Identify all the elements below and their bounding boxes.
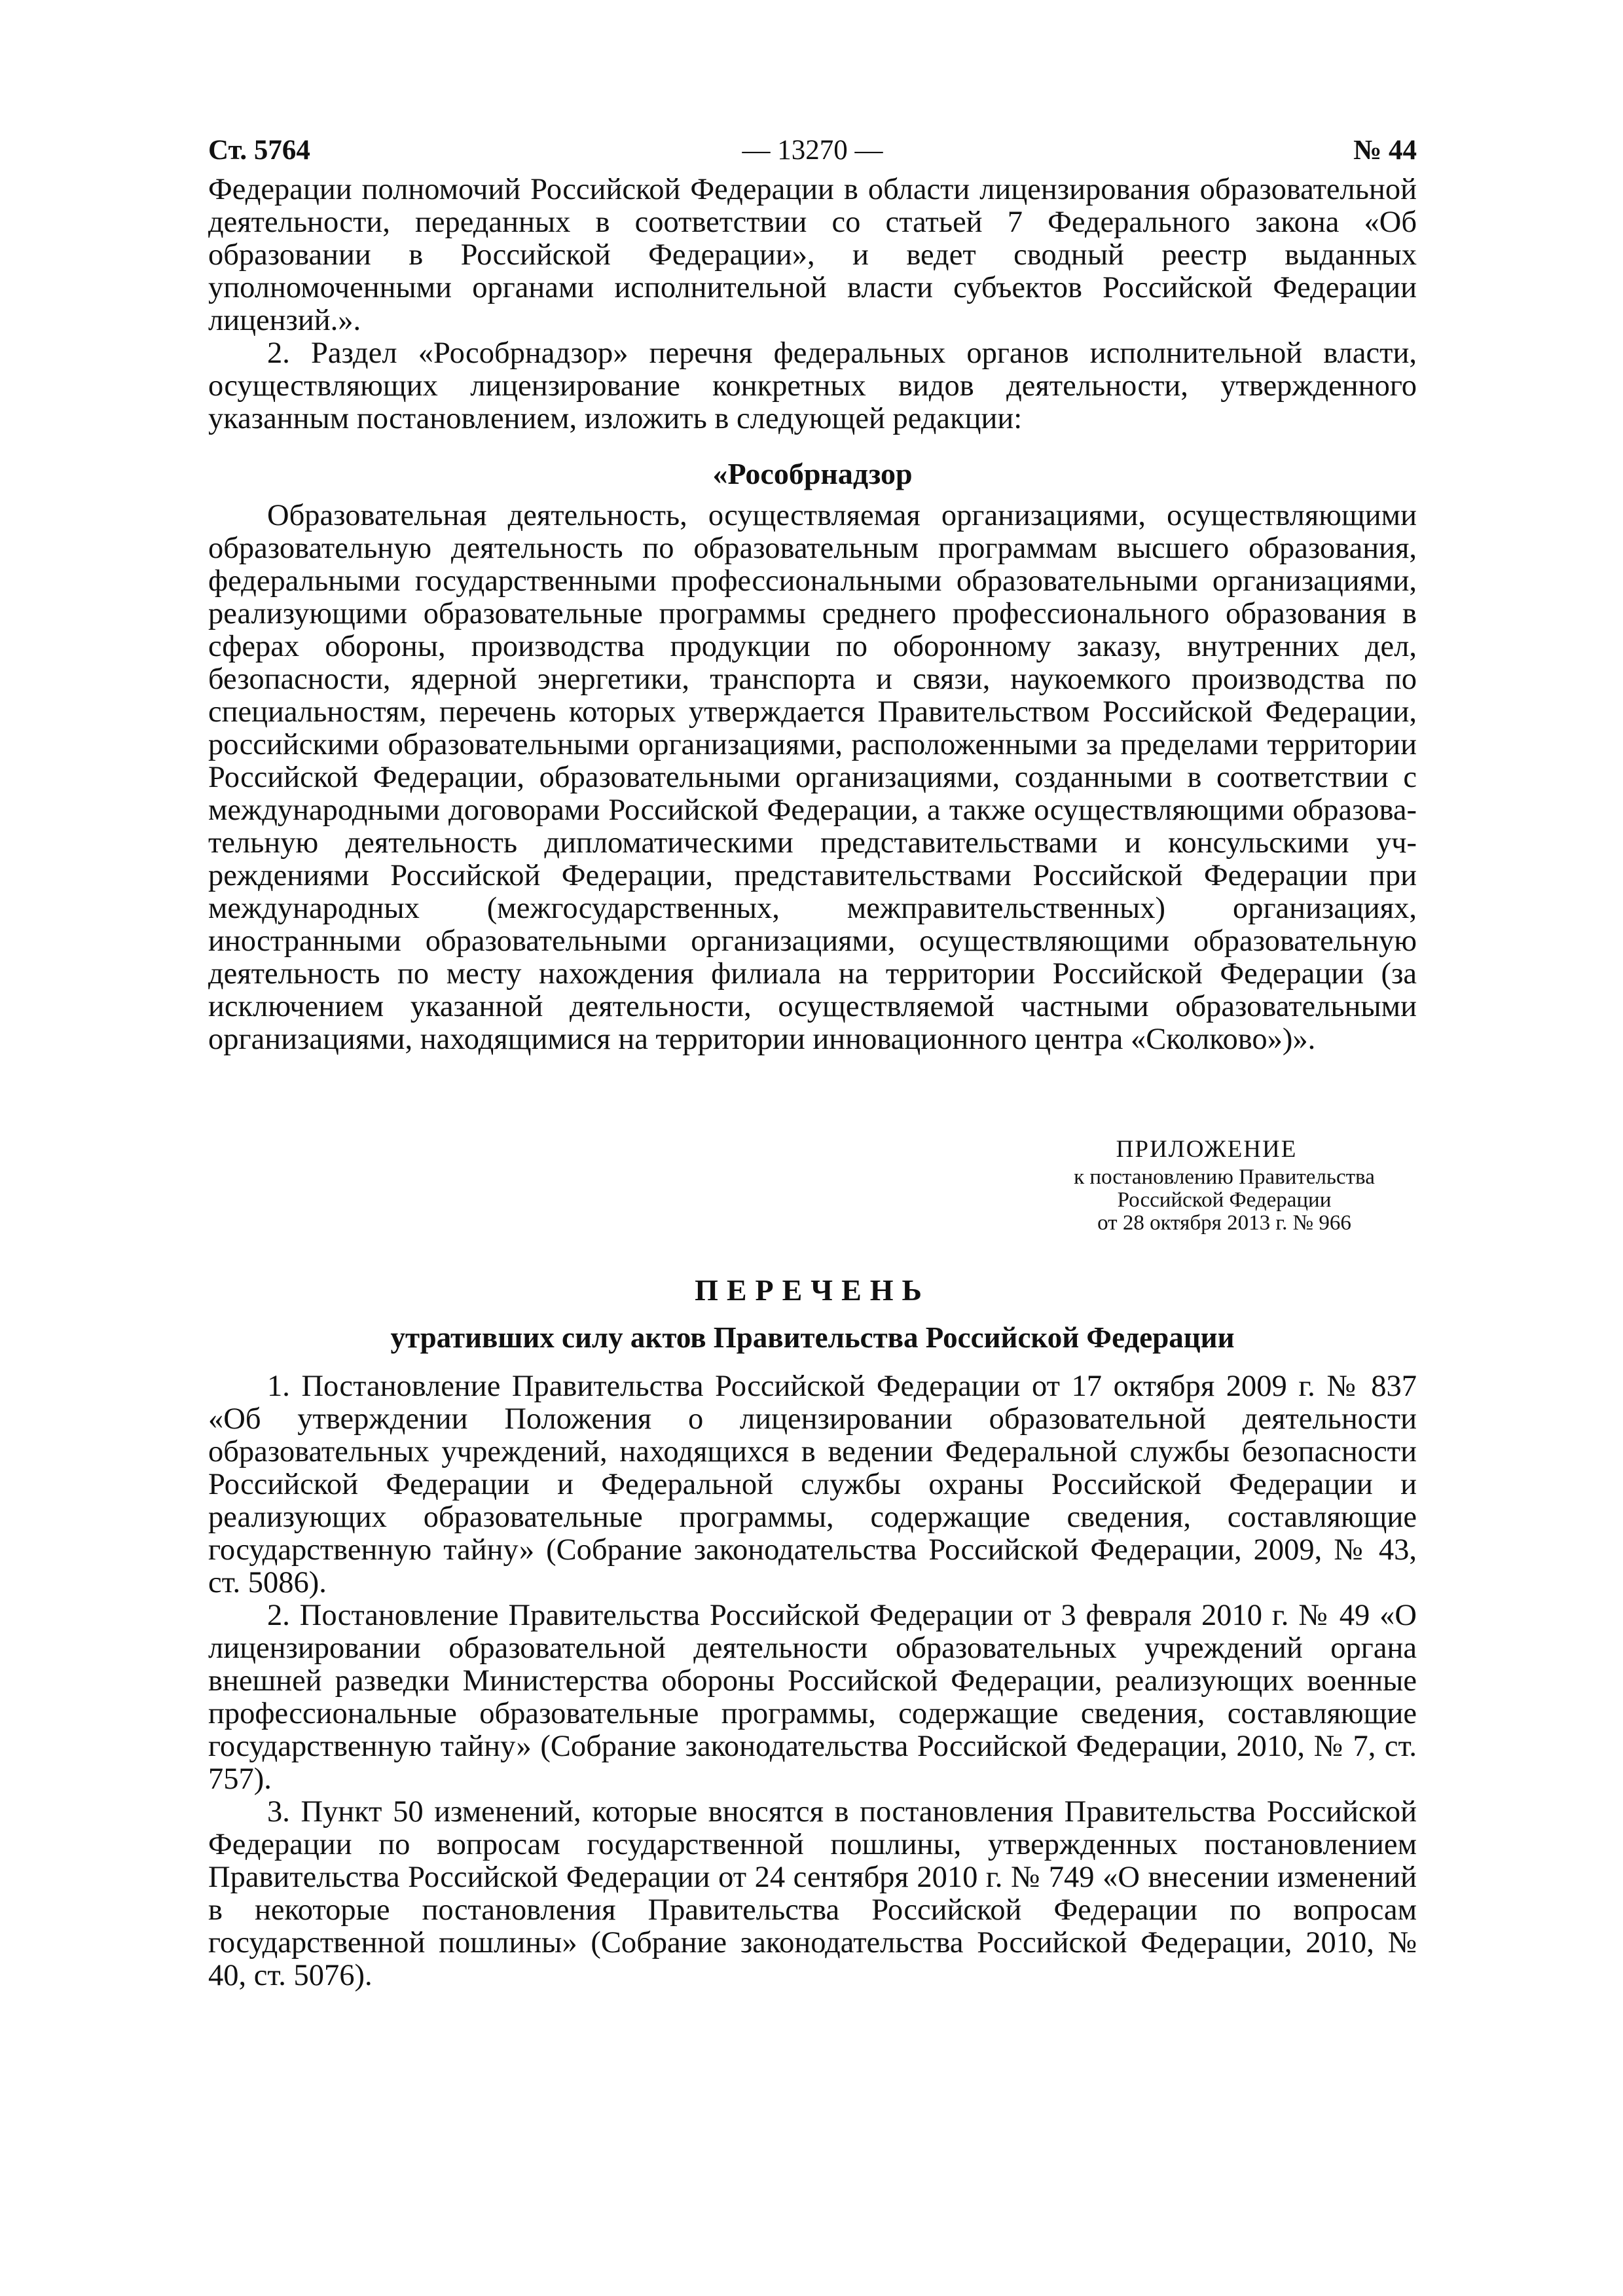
appendix-line-3: от 28 октября 2013 г. № 966: [1097, 1211, 1351, 1235]
page-number: — 13270 —: [742, 135, 883, 166]
intro-section: [208, 173, 1417, 435]
perechen-subtitle: утративших силу актов Правительства Российской Федерации: [390, 1321, 1235, 1354]
article-number: Ст. 5764: [208, 135, 310, 166]
paragraph-continuation: Федерации полномочий Российской Федерации в области лицензирования образовательной деятельности, переданных в соответствии со статьей 7 Федерального закона «Об образовании в Российской Федерации», и ведет сводный реестр выданных уполномоченными органами исполнительной власти субъектов Российской Федерации лицензий.».: [208, 173, 1417, 337]
appendix-title: ПРИЛОЖЕНИЕ: [1116, 1136, 1298, 1163]
perechen-title: ПЕРЕЧЕНЬ: [695, 1273, 930, 1307]
appendix-line-1: к постановлению Правительства: [1074, 1165, 1375, 1189]
list-item: 3. Пункт 50 изменений, которые вносятся в постановления Правительства Российской Федерации по вопросам государственной пошлины, утвержденных постановлением Правительства Российской Федерации от 24 сентября 2010 г. № 749 «О внесении изменений в некоторые постановления Правительства Российской Федерации по вопросам государственной пошлины» (Собрание законодательства Российской Федерации, 2010, № 40, ст. 5076).: [208, 1795, 1417, 1992]
rosobrnadzor-text: Образовательная деятельность, осуществляемая организациями, осуществляющими образовательную деятельность по образовательным программам высшего образования, федеральными государственными профессиональными образовательными организациями, реализующими образовательные программы среднего профессионального образования в сферах обороны, производства продукции по оборонному заказу, внутренних дел, безопасности, ядерной энергетики, транспорта и связи, наукоемкого производства по специальностям, перечень которых утверждается Правительством Российской Федерации, российскими образовательными организациями, расположенными за пределами территории Российской Федерации, образовательными организациями, созданными в соответствии с международными договорами Российской Федерации, а также осуществляющими образовательную деятельность дипломатическими представительствами и консульскими учреждениями Российской Федерации, представительствами Российской Федерации при международных (межгосударственных, межправительственных) организациях, иностранными образовательными организациями, осуществляющими образовательную деятельность по месту нахождения филиала на территории Российской Федерации (за исключением указанной деятельности, осуществляемой частными образовательными организациями, находящимися на территории инновационного центра «Сколково»)».: [208, 499, 1417, 1056]
list-item: 1. Постановление Правительства Российской Федерации от 17 октября 2009 г. № 837 «Об утверждении Положения о лицензировании образовательной деятельности образовательных учреждений, находящихся в ведении Федеральной службы безопасности Российской Федерации и Федеральной службы охраны Российской Федерации и реализующих образовательные программы, содержащие сведения, составляющие государственную тайну» (Собрание законодательства Российской Федерации, 2009, № 43, ст. 5086).: [208, 1370, 1417, 1599]
appendix-line-2: Российской Федерации: [1117, 1188, 1332, 1212]
perechen-list: [208, 1370, 1417, 1992]
issue-number: № 44: [1353, 135, 1417, 166]
paragraph-2: 2. Раздел «Рособрнадзор» перечня федеральных органов исполнительной власти, осуществляющих лицензирование конкретных видов деятельности, утвержденного указанным постановлением, изложить в следующей редакции:: [208, 337, 1417, 435]
appendix-block: [1032, 1133, 1417, 1235]
list-item: 2. Постановление Правительства Российской Федерации от 3 февраля 2010 г. № 49 «О лицензировании образовательной деятельности образовательных учреждений органа внешней разведки Министерства обороны Российской Федерации, реализующих военные профессиональные образовательные программы, содержащие сведения, составляющие государственную тайну» (Собрание законодательства Российской Федерации, 2010, № 7, ст. 757).: [208, 1599, 1417, 1796]
rosobrnadzor-title: «Рособрнадзор: [712, 457, 913, 490]
rosobrnadzor-section: [208, 500, 1417, 1056]
document-page: [208, 128, 1417, 2223]
page-header: [208, 128, 1417, 173]
